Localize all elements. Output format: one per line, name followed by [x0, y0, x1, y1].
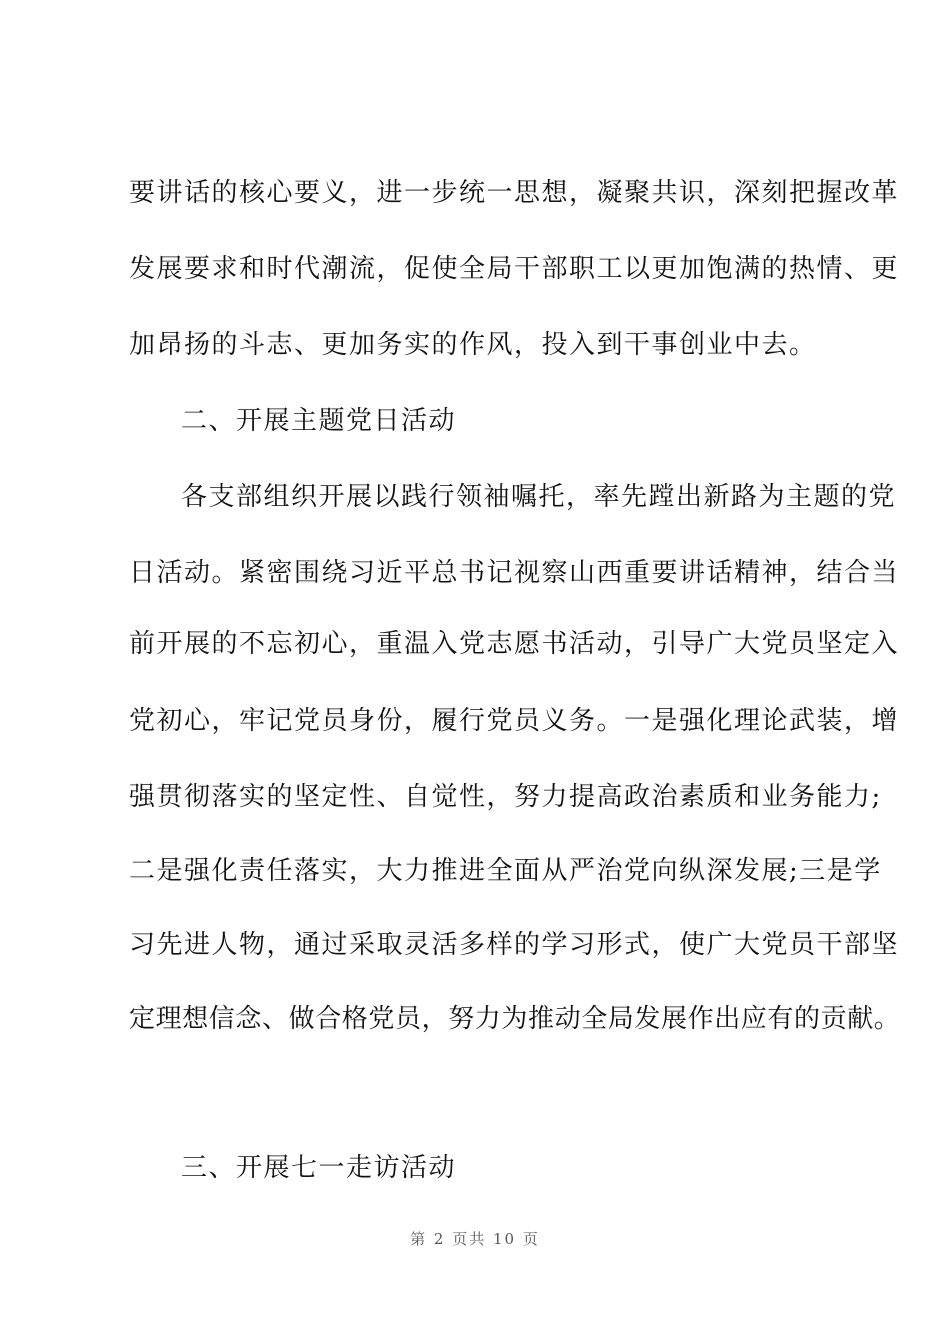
- body-text-line: 前开展的不忘初心，重温入党志愿书活动，引导广大党员坚定入: [129, 629, 900, 659]
- body-text-line: 强贯彻落实的坚定性、自觉性，努力提高政治素质和业务能力;: [129, 782, 882, 812]
- body-text-line: 各支部组织开展以践行领袖嘱托，率先蹚出新路为主题的党: [181, 482, 897, 512]
- body-text-line: 日活动。紧密围绕习近平总书记视察山西重要讲话精神，结合当: [129, 558, 900, 588]
- body-text-line: 习先进人物，通过采取灵活多样的学习形式，使广大党员干部坚: [129, 930, 900, 960]
- section-heading: 二、开展主题党日活动: [181, 406, 457, 436]
- body-text-line: 加昂扬的斗志、更加务实的作风，投入到干事创业中去。: [129, 330, 817, 360]
- body-text-line: 定理想信念、做合格党员，努力为推动全局发展作出应有的贡献。: [129, 1004, 901, 1034]
- body-text-line: 要讲话的核心要义，进一步统一思想，凝聚共识，深刻把握改革: [129, 178, 900, 208]
- body-text-line: 党初心，牢记党员身份，履行党员义务。一是强化理论武装，增: [129, 706, 900, 736]
- section-heading: 三、开展七一走访活动: [181, 1153, 457, 1183]
- body-text-line: 发展要求和时代潮流，促使全局干部职工以更加饱满的热情、更: [129, 254, 900, 284]
- body-text-line: 二是强化责任落实，大力推进全面从严治党向纵深发展;三是学: [129, 856, 882, 886]
- page-footer: 第 2 页共 10 页: [410, 1230, 540, 1248]
